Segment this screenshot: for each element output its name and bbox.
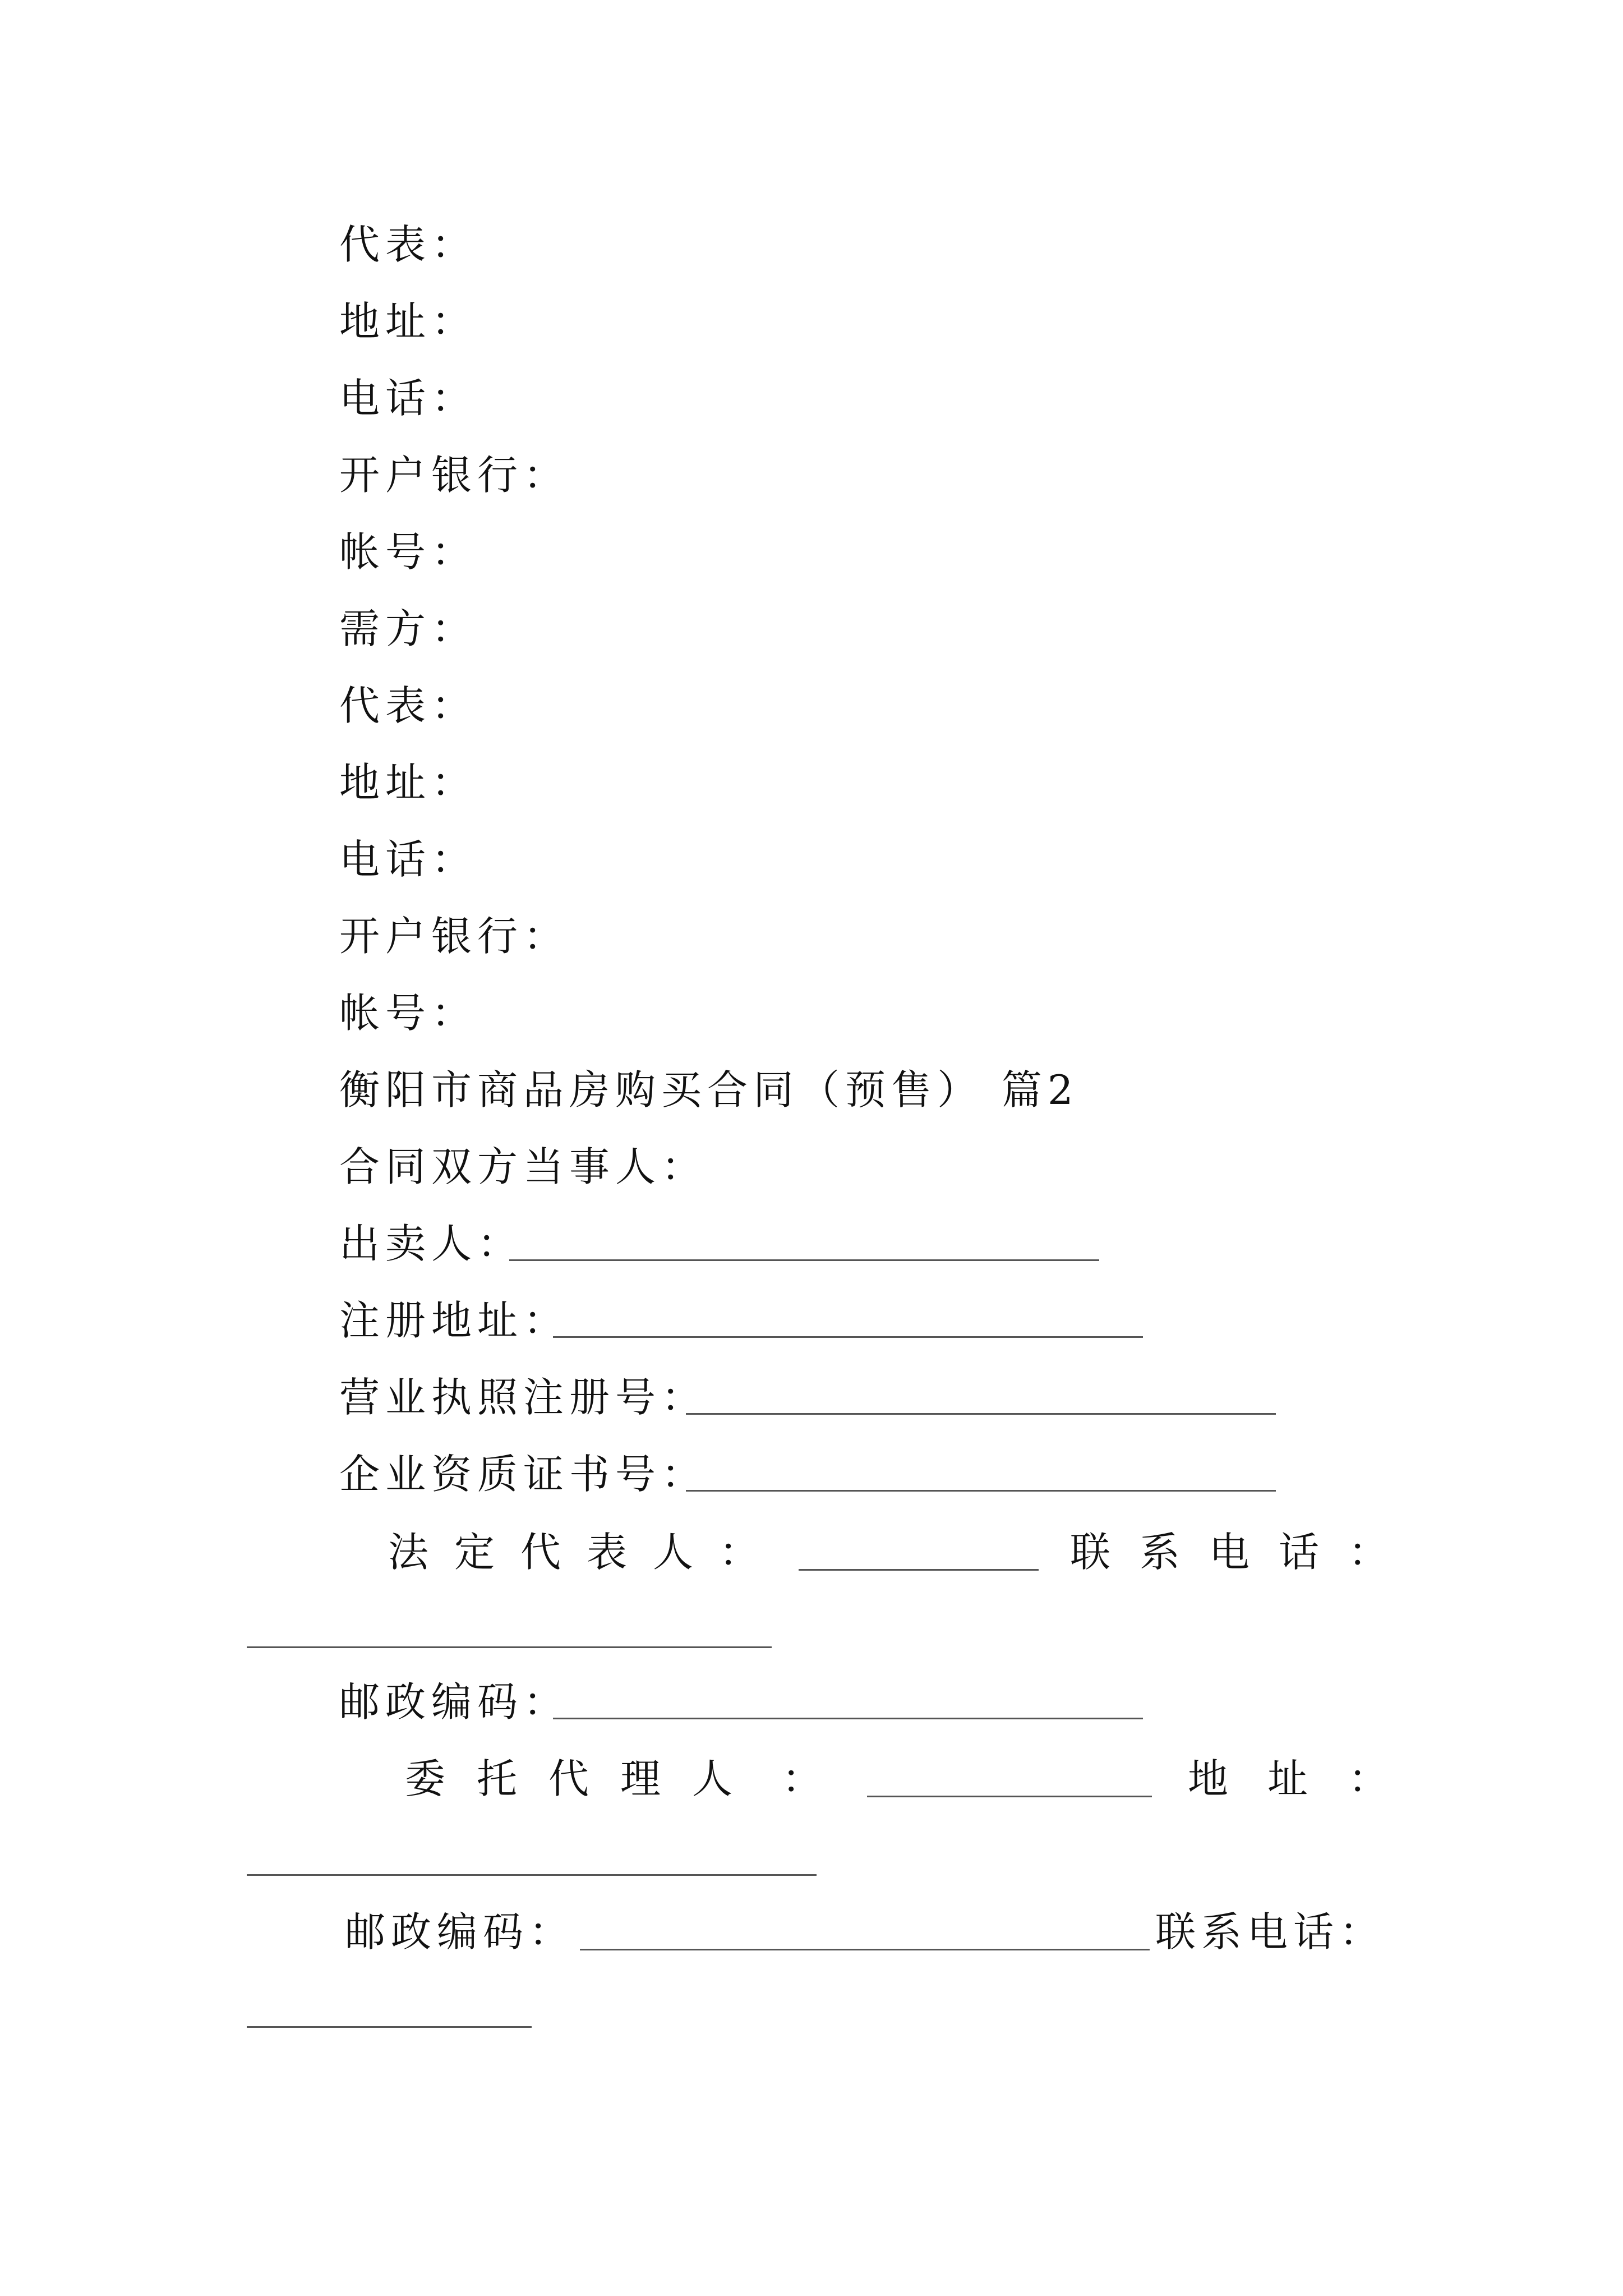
supplier-account-label: 帐号： [339, 528, 478, 576]
supplier-bank-label: 开户银行： [339, 452, 570, 499]
agent-char: 人 [692, 1755, 733, 1802]
agent-char: 托 [477, 1755, 518, 1802]
qualification-no-label: 企业资质证书号： [339, 1451, 708, 1498]
agent-address-char: 地 [1188, 1755, 1229, 1802]
agent-address-blank[interactable] [247, 1874, 817, 1876]
legal-rep-blank[interactable] [799, 1569, 1039, 1571]
supplier-phone-label: 电话： [339, 375, 478, 422]
reg-address-blank[interactable] [553, 1336, 1143, 1338]
contact-phone2-blank[interactable] [247, 2026, 532, 2028]
parties-label: 合同双方当事人： [339, 1143, 708, 1190]
buyer-address-label: 地址： [339, 759, 478, 806]
license-no-blank[interactable] [686, 1413, 1276, 1415]
agent-address-char: 址 [1267, 1755, 1308, 1802]
buyer-phone-label: 电话： [339, 836, 478, 883]
contact-phone2-label: 联系电话： [1155, 1908, 1386, 1955]
legal-rep-char: 定 [454, 1529, 495, 1576]
buyer-rep-label: 代表： [339, 682, 478, 729]
postcode2-label: 邮政编码： [345, 1908, 575, 1955]
postcode-blank[interactable] [553, 1718, 1143, 1719]
contact-phone-char: 系 [1140, 1529, 1181, 1576]
contact-phone-char: 电 [1209, 1529, 1250, 1576]
agent-line [0, 1755, 1623, 1803]
agent-char: 委 [405, 1755, 446, 1802]
buyer-account-label: 帐号： [339, 990, 478, 1037]
seller-label: 出卖人： [339, 1220, 524, 1267]
contact-phone-char: 联 [1070, 1529, 1111, 1576]
agent-char: 理 [620, 1755, 661, 1802]
agent-char: 代 [548, 1755, 589, 1802]
agent-blank[interactable] [867, 1796, 1152, 1797]
supplier-rep-label: 代表： [339, 221, 478, 268]
license-no-label: 营业执照注册号： [339, 1374, 708, 1421]
reg-address-label: 注册地址： [339, 1297, 570, 1344]
supplier-address-label: 地址： [339, 298, 478, 345]
contact-phone-colon: ： [1348, 1529, 1389, 1576]
legal-rep-char: 表 [587, 1529, 628, 1576]
buyer-bank-label: 开户银行： [339, 913, 570, 960]
postcode-label: 邮政编码： [339, 1678, 570, 1726]
buyer-label: 需方： [339, 605, 478, 652]
contact-phone-char: 话 [1279, 1529, 1320, 1576]
legal-rep-char: 人 [653, 1529, 694, 1576]
agent-address-colon: ： [1348, 1755, 1389, 1802]
legal-rep-char: 法 [388, 1529, 429, 1576]
postcode2-blank[interactable] [580, 1949, 1150, 1950]
qualification-no-blank[interactable] [686, 1490, 1276, 1492]
contract-title: 衡阳市商品房购买合同（预售） 篇2 [339, 1066, 1079, 1114]
agent-colon: ： [782, 1755, 823, 1802]
legal-rep-colon: ： [719, 1529, 760, 1576]
seller-blank[interactable] [509, 1259, 1099, 1261]
legal-rep-char: 代 [520, 1529, 561, 1576]
contact-phone-blank[interactable] [247, 1646, 772, 1648]
